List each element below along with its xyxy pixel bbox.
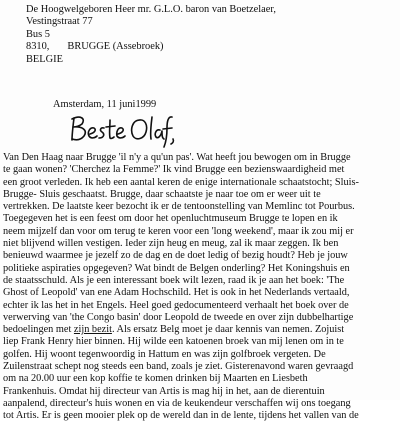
body-text-segment: bedoelingen met [3,324,74,336]
body-line: echter ik las het in het Engels. Heel goed gedocumenteerd verhaalt het boek over de [3,299,349,311]
body-line: tot Artis. Er is geen mooier plek op de wereld dan in de lente, tijdens het vallen van de [3,410,359,422]
body-line: Van Den Haag naar Brugge 'il n'y a qu'un pas'. Wat heeft jou bewogen om in Brugge [3,152,351,163]
body-text-segment: . Als ersatz Belg moet je daar kennis van nemen. Zojuist [111,324,345,336]
recipient-city: BRUGGE (Assebroek) [67,41,164,53]
body-line: Frankenhuis. Omdat hij directeur van Artis is mag hij in het, aan de dierentuin [3,385,325,397]
body-line: verwerving van 'the Congo basin' door Leopold de tweede en over zijn dubbelhartige [3,311,354,323]
body-line: om na 20.00 uur een kop koffie te komen drinken bij Maarten en Liesbeth [3,373,308,385]
recipient-city-line [26,41,276,53]
letter-body [3,152,397,423]
body-line: Brugge- Sluis geschaatst. Brugge, daar schaatste je naar toe om er weer uit te [3,188,321,200]
recipient-country: BELGIE [26,53,63,65]
body-line: Toegegeven het is een feest om door het openluchtmuseum Brugge te lopen en ik [3,213,338,225]
handwritten-salutation [66,108,176,150]
body-line: golfen. Hij woont tegenwoordig in Hattum en was zijn golfbroek vergeten. De [3,348,326,360]
body-line: de staatsschuld. Als je een interessant boek wilt lezen, raad ik je aan het boek: 'The [3,274,345,286]
body-line: een groot verleden. Ik heb een aantal keren de enige internationale schaatstocht; Sluis- [3,176,359,188]
recipient-street: Vestingstraat 77 [26,16,93,28]
body-line: Zuilenstraat schept nog steeds een band, zoals je ziet. Gisterenavond waren gevraagd [3,361,354,373]
body-line: vertrekken. De laatste keer bezocht ik er de tentoonstelling van Memlinc tot Pourbus. [3,201,355,213]
letter-date: Amsterdam, 11 juni1999 [53,99,157,110]
body-line: neem mijzelf dan voor om terug te keren voor een 'long weekend', maar ik zou mij er [3,225,354,237]
body-line: Ghost of Leopold' van ene Adam Hochschild. Het is ook in het Nederlands vertaald, [3,287,350,299]
body-line: politieke aspiraties opgegeven? Wat bindt de Belgen onderling? Het Koningshuis en [3,262,350,274]
body-line: niet blijvend willen vestigen. Ieder zijn heug en meug, zal ik maar zeggen. Ik ben [3,238,339,250]
recipient-name: De Hoogwelgeboren Heer mr. G.L.O. baron van Boetzelaer, [26,4,277,15]
body-line [3,324,397,336]
handwritten-salutation-signature [66,108,176,150]
body-line: te gaan wonen? 'Cherchez la Femme?' Ik vind Brugge een bezienswaardigheid met [3,164,345,176]
recipient-bus: Bus 5 [26,28,50,40]
recipient-postcode: 8310, [26,41,50,53]
body-line: liep Frank Henry hier binnen. Hij wilde een katoenen broek van mij lenen om in te [3,336,344,348]
body-line: aanpalend, directeur's huis wonen en via de keukendeur verschaffen wij ons toegang [3,397,351,409]
recipient-address [26,4,276,66]
body-line: benieuwd waarmee je jezelf zo de dag en de doet ledig of bezig houdt? Heb je jouw [3,250,348,262]
underlined-text: zijn bezit [73,324,112,336]
